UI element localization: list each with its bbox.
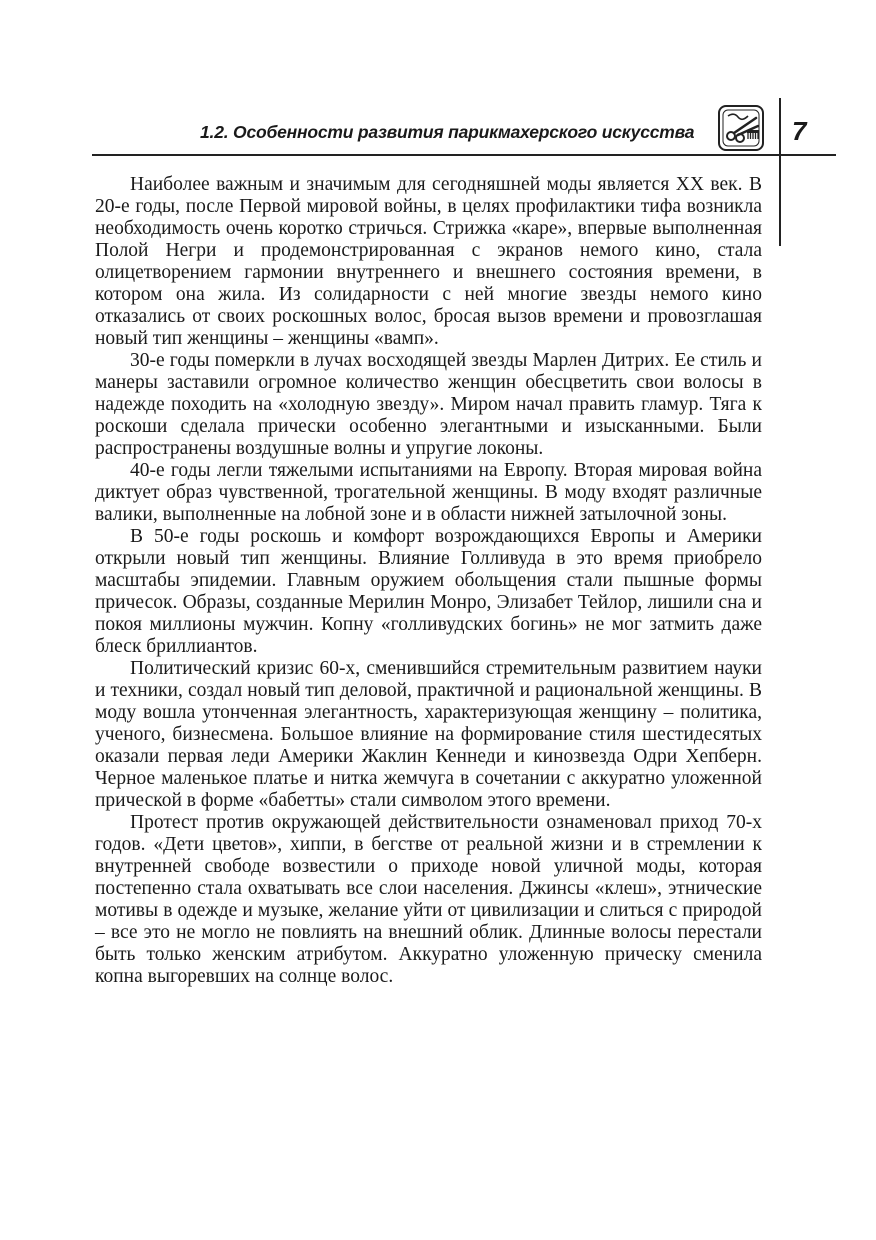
page-number: 7 [792,116,807,146]
paragraph-6: Протест против окружающей действительности ознаменовал приход 70-х годов. «Дети цветов», хиппи, в бегстве от реальной жизни и в стремлении к внутренней свободе возвестили о приходе новой уличной моды, которая постепенно стала охватывать все слои населения. Джинсы «клеш», этнические мотивы в одежде и музыке, желание уйти от цивилизации и слиться с природой – все это не могло не повлиять на внешний облик. Длинные волосы перестали быть только женским атрибутом. Аккуратно уложенную прическу сменила копна выгоревших на солнце волос. [95,812,762,987]
paragraph-2: 30-е годы померкли в лучах восходящей звезды Марлен Дитрих. Ее стиль и манеры заставили огромное количество женщин обесцветить свои волосы в надежде походить на «холодную звезду». Миром начал править гламур. Тяга к роскоши сделала прически особенно элегантными и изысканными. Были распространены воздушные волны и упругие локоны. [95,350,762,459]
scissors-comb-icon [716,100,768,152]
paragraph-3: 40-е годы легли тяжелыми испытаниями на Европу. Вторая мировая война диктует образ чувственной, трогательной женщины. В моду входят различные валики, выполненные на лобной зоне и в области нижней затылочной зоны. [95,460,762,525]
running-head-title: 1.2. Особенности развития парикмахерского искусства [200,122,695,142]
body-text [95,174,762,988]
paragraph-5: Политический кризис 60-х, сменившийся стремительным развитием науки и техники, создал новый тип деловой, практичной и рациональной женщины. В моду вошла утонченная элегантность, характеризующая женщину – политика, ученого, бизнесмена. Большое влияние на формирование стиля шестидесятых оказали первая леди Америки Жаклин Кеннеди и кинозвезда Одри Хепберн. Черное маленькое платье и нитка жемчуга в сочетании с аккуратно уложенной прической в форме «бабетты» стали символом этого времени. [95,658,762,811]
margin-rule [779,98,781,246]
header-rule [92,154,836,156]
paragraph-4: В 50-е годы роскошь и комфорт возрождающихся Европы и Америки открыли новый тип женщины. Влияние Голливуда в это время приобрело масштабы эпидемии. Главным оружием обольщения стали пышные формы причесок. Образы, созданные Мерилин Монро, Элизабет Тейлор, лишили сна и покоя миллионы мужчин. Копну «голливудских богинь» не мог затмить даже блеск бриллиантов. [95,526,762,657]
paragraph-1: Наиболее важным и значимым для сегодняшней моды является XX век. В 20-е годы, после Первой мировой войны, в целях профилактики тифа возникла необходимость очень коротко стричься. Стрижка «каре», впервые выполненная Полой Негри и продемонстрированная с экранов немого кино, стала олицетворением гармонии внутреннего и внешнего состояния времени, в котором она жила. Из солидарности с ней многие звезды немого кино отказались от своих роскошных волос, бросая вызов времени и провозглашая новый тип женщины – женщины «вамп». [95,174,762,349]
